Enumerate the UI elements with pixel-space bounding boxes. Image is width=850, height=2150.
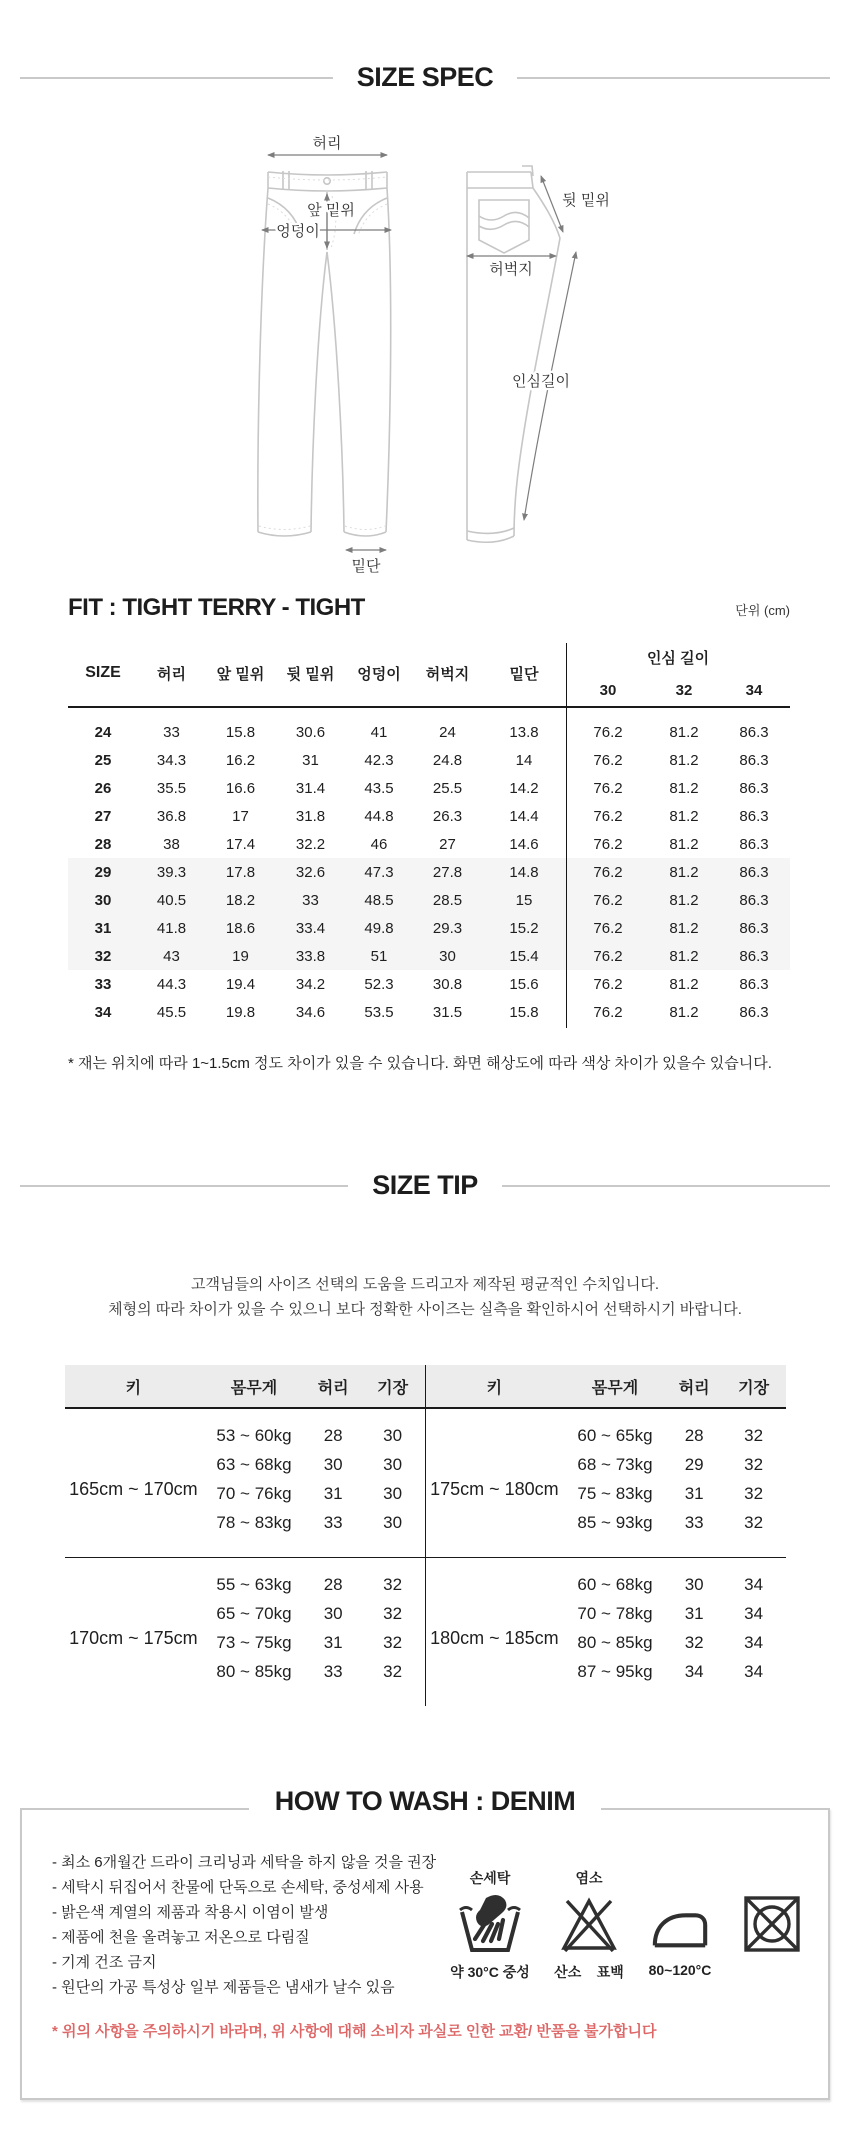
value-cell: 86.3 (739, 751, 769, 769)
tip-value-cell: 73 ~ 75kg (216, 1632, 292, 1652)
fit-heading-row (68, 594, 790, 622)
tip-value-cell: 32 (744, 1483, 764, 1503)
size-tip-section-title (20, 1170, 830, 1201)
value-cell: 76.2 (593, 975, 623, 993)
value-cell: 43.5 (364, 779, 394, 797)
value-cell: 76.2 (593, 807, 623, 825)
size-cell: 28 (94, 835, 112, 853)
wash-instruction: - 원단의 가공 특성상 일부 제품들은 냄새가 날수 있음 (52, 1979, 395, 1996)
tip-value-cell: 85 ~ 93kg (577, 1512, 653, 1532)
tip-value-cell: 28 (323, 1425, 343, 1445)
tip-value-cell: 33 (323, 1661, 343, 1681)
tip-row (426, 1408, 786, 1450)
pants-side-diagram (467, 166, 610, 542)
care-label-top (636, 1868, 724, 1892)
value-cell: 49.8 (364, 919, 394, 937)
tip-value-cell: 78 ~ 83kg (216, 1512, 292, 1532)
value-cell: 33 (163, 723, 180, 741)
care-label-bottom: 산소 표백 (554, 1964, 624, 1980)
wash-instruction: - 밝은색 계열의 제품과 착용시 이염이 발생 (52, 1904, 329, 1921)
diagram-label-back-rise: 뒷 밑위 (562, 192, 610, 209)
size-cell: 25 (94, 751, 112, 769)
tip-row (65, 1408, 425, 1450)
tip-value-cell: 70 ~ 78kg (577, 1603, 653, 1623)
value-cell: 33.4 (295, 919, 326, 937)
value-cell: 15.4 (509, 947, 539, 965)
tip-value-cell: 31 (684, 1603, 704, 1623)
tip-value-cell: 31 (323, 1483, 343, 1503)
value-cell: 81.2 (669, 723, 699, 741)
tip-row (426, 1558, 786, 1600)
value-cell: 14.4 (509, 807, 539, 825)
tip-value-cell: 70 ~ 76kg (216, 1483, 292, 1503)
value-cell: 81.2 (669, 863, 699, 881)
value-cell: 76.2 (593, 779, 623, 797)
value-cell: 29.3 (432, 919, 463, 937)
tip-height-group (426, 1408, 786, 1558)
wash-instruction: - 제품에 천을 올려놓고 저온으로 다림질 (52, 1929, 310, 1946)
wash-instruction: - 기계 건조 금지 (52, 1954, 157, 1971)
value-cell: 31.8 (295, 807, 326, 825)
value-cell: 15.2 (509, 919, 539, 937)
value-cell: 14.2 (509, 779, 539, 797)
value-cell: 81.2 (669, 751, 699, 769)
measurement-footnote: * 재는 위치에 따라 1~1.5cm 정도 차이가 있을 수 있습니다. 화면 해상도에 따라 색상 차이가 있을수 있습니다. (68, 1055, 772, 1072)
value-cell: 40.5 (156, 891, 187, 909)
value-cell: 42.3 (364, 751, 394, 769)
value-cell: 44.8 (364, 807, 394, 825)
tip-value-cell: 31 (684, 1483, 704, 1503)
value-cell: 30.8 (432, 975, 463, 993)
value-cell: 86.3 (739, 723, 769, 741)
tip-header-cell: 기장 (360, 1365, 425, 1408)
value-cell: 30 (439, 947, 456, 965)
value-cell: 76.2 (593, 1003, 623, 1021)
value-cell: 39.3 (156, 863, 187, 881)
wash-warning-text: * 위의 사항을 주의하시기 바라며, 위 사항에 대해 소비자 과실로 인한 교환/ 반품을 불가합니다 (52, 2023, 657, 2040)
size-spec-row (68, 942, 790, 970)
size-cell: 34 (94, 1003, 112, 1021)
tip-value-cell: 75 ~ 83kg (577, 1483, 653, 1503)
value-cell: 76.2 (593, 723, 623, 741)
value-cell: 81.2 (669, 835, 699, 853)
tip-value-cell: 30 (383, 1512, 403, 1532)
tip-value-cell: 80 ~ 85kg (577, 1632, 653, 1652)
value-cell: 15 (515, 891, 533, 909)
value-cell: 86.3 (739, 919, 769, 937)
value-cell: 17 (232, 807, 249, 825)
tip-value-cell: 33 (684, 1512, 704, 1532)
title-divider-line (20, 1185, 348, 1187)
diagram-label-waist: 허리 (312, 135, 342, 152)
pants-front-diagram (258, 134, 391, 575)
value-cell: 76.2 (593, 863, 623, 881)
tip-value-cell: 65 ~ 70kg (216, 1603, 292, 1623)
value-cell: 13.8 (509, 723, 539, 741)
header-cell-hip: 엉덩이 (345, 640, 413, 707)
value-cell: 86.3 (739, 1003, 769, 1021)
size-spec-row (68, 707, 790, 746)
tip-value-cell: 32 (383, 1661, 403, 1681)
care-symbol-no-bleach (542, 1868, 636, 1982)
size-spec-row (68, 858, 790, 886)
value-cell: 34.3 (156, 751, 187, 769)
size-tip-table-header (65, 1365, 425, 1408)
value-cell: 81.2 (669, 807, 699, 825)
value-cell: 53.5 (364, 1003, 394, 1021)
care-symbol-hand-wash (438, 1868, 542, 1982)
size-spec-table (68, 640, 790, 1026)
value-cell: 76.2 (593, 919, 623, 937)
value-cell: 34.6 (295, 1003, 326, 1021)
tip-value-cell: 30 (323, 1454, 343, 1474)
size-tip-table (65, 1365, 425, 1706)
value-cell: 31 (302, 751, 319, 769)
size-cell: 27 (94, 807, 112, 825)
diagram-label-front-rise: 앞 밑위 (307, 202, 355, 219)
tip-value-cell: 32 (383, 1603, 403, 1623)
tip-value-cell: 53 ~ 60kg (216, 1425, 292, 1445)
height-range-cell: 165cm ~ 170cm (69, 1478, 198, 1499)
tip-value-cell: 32 (744, 1512, 764, 1532)
size-tip-intro-line: 체형의 따라 차이가 있을 수 있으니 보다 정확한 사이즈는 실측을 확인하시어 선택하시기 바랍니다. (108, 1301, 742, 1318)
value-cell: 51 (370, 947, 388, 965)
value-cell: 48.5 (364, 891, 394, 909)
tip-value-cell: 33 (323, 1512, 343, 1532)
height-range-cell: 180cm ~ 185cm (430, 1627, 559, 1648)
size-spec-row (68, 914, 790, 942)
value-cell: 24 (439, 723, 456, 741)
tip-value-cell: 68 ~ 73kg (577, 1454, 653, 1474)
size-spec-row (68, 970, 790, 998)
header-cell-inseam-32: 32 (650, 674, 718, 707)
tip-value-cell: 34 (744, 1661, 764, 1681)
value-cell: 38 (163, 835, 180, 853)
care-label-bottom: 약 30°C 중성 (450, 1964, 530, 1980)
value-cell: 86.3 (739, 779, 769, 797)
height-range-cell: 170cm ~ 175cm (69, 1627, 198, 1648)
tip-value-cell: 34 (744, 1603, 764, 1623)
iron-icon (636, 1892, 724, 1954)
size-spec-row (68, 998, 790, 1026)
title-divider-line (502, 1185, 830, 1187)
size-spec-table-body (68, 707, 790, 1026)
tip-value-cell: 28 (323, 1574, 343, 1594)
header-cell-inseam-group: 인심 길이 (646, 649, 710, 667)
value-cell: 43 (163, 947, 180, 965)
care-symbol-row (438, 1868, 820, 1982)
value-cell: 14.8 (509, 863, 539, 881)
value-cell: 41.8 (156, 919, 187, 937)
care-label-top (724, 1868, 820, 1892)
size-cell: 30 (94, 891, 112, 909)
header-cell-front-rise: 앞 밑위 (205, 640, 276, 707)
value-cell: 76.2 (593, 891, 623, 909)
tip-value-cell: 55 ~ 63kg (216, 1574, 292, 1594)
unit-label: 단위 (cm) (735, 603, 790, 618)
size-spec-row (68, 886, 790, 914)
care-symbol-no-dry-clean (724, 1868, 820, 1982)
size-tip-tables (65, 1365, 786, 1706)
size-tip-intro (0, 1272, 850, 1322)
size-cell: 29 (94, 863, 112, 881)
size-spec-table-header (68, 640, 790, 707)
value-cell: 15.8 (509, 1003, 539, 1021)
value-cell: 19.8 (225, 1003, 256, 1021)
value-cell: 76.2 (593, 751, 623, 769)
value-cell: 81.2 (669, 975, 699, 993)
value-cell: 81.2 (669, 947, 699, 965)
diagram-label-hip: 엉덩이 (276, 223, 320, 240)
size-cell: 33 (94, 975, 112, 993)
size-spec-row (68, 746, 790, 774)
value-cell: 19.4 (225, 975, 256, 993)
tip-value-cell: 32 (383, 1632, 403, 1652)
tip-value-cell: 30 (383, 1454, 403, 1474)
wash-instruction-list (52, 1850, 436, 2000)
header-cell-inseam-34: 34 (718, 674, 790, 707)
value-cell: 86.3 (739, 807, 769, 825)
value-cell: 35.5 (156, 779, 187, 797)
value-cell: 15.6 (509, 975, 539, 993)
value-cell: 24.8 (432, 751, 463, 769)
tip-height-group (65, 1558, 425, 1707)
wash-section-title (0, 1786, 850, 1817)
pants-measurement-diagram (0, 0, 850, 585)
value-cell: 81.2 (669, 919, 699, 937)
value-cell: 81.2 (669, 779, 699, 797)
size-spec-table-wrap (68, 640, 790, 1026)
size-cell: 24 (94, 723, 112, 741)
value-cell: 18.6 (225, 919, 256, 937)
tip-value-cell: 80 ~ 85kg (216, 1661, 292, 1681)
value-cell: 86.3 (739, 891, 769, 909)
diagram-label-thigh: 허벅지 (489, 261, 533, 278)
tip-value-cell: 32 (383, 1574, 403, 1594)
value-cell: 33 (302, 891, 319, 909)
section-title-text: SIZE SPEC (356, 62, 494, 92)
value-cell: 81.2 (669, 1003, 699, 1021)
header-cell-hem: 밑단 (482, 640, 566, 707)
value-cell: 86.3 (739, 835, 769, 853)
value-cell: 46 (370, 835, 388, 853)
tip-header-cell: 기장 (721, 1365, 786, 1408)
tip-row (65, 1558, 425, 1600)
diagram-label-inseam: 인심길이 (512, 373, 570, 390)
value-cell: 41 (370, 723, 388, 741)
value-cell: 31.4 (295, 779, 326, 797)
tip-header-cell: 허리 (667, 1365, 721, 1408)
tip-value-cell: 30 (383, 1483, 403, 1503)
tip-value-cell: 28 (684, 1425, 704, 1445)
value-cell: 44.3 (156, 975, 187, 993)
tip-value-cell: 30 (383, 1425, 403, 1445)
value-cell: 86.3 (739, 863, 769, 881)
tip-value-cell: 32 (744, 1425, 764, 1445)
tip-value-cell: 60 ~ 65kg (577, 1425, 653, 1445)
value-cell: 30.6 (295, 723, 326, 741)
header-cell-size: SIZE (68, 640, 138, 707)
size-tip-intro-line: 고객님들의 사이즈 선택의 도움을 드리고자 제작된 평균적인 수치입니다. (190, 1276, 660, 1293)
value-cell: 32.6 (295, 863, 326, 881)
value-cell: 33.8 (295, 947, 326, 965)
tip-value-cell: 34 (744, 1632, 764, 1652)
care-symbol-iron (636, 1868, 724, 1982)
size-cell: 26 (94, 779, 112, 797)
value-cell: 16.6 (225, 779, 256, 797)
value-cell: 17.4 (225, 835, 256, 853)
tip-value-cell: 63 ~ 68kg (216, 1454, 292, 1474)
section-title-text: HOW TO WASH : DENIM (249, 1786, 602, 1817)
tip-header-cell: 키 (426, 1365, 563, 1408)
hand-wash-icon (438, 1892, 542, 1954)
value-cell: 17.8 (225, 863, 256, 881)
section-title-text: SIZE TIP (372, 1170, 478, 1200)
value-cell: 14 (515, 751, 533, 769)
tip-header-cell: 허리 (306, 1365, 360, 1408)
tip-value-cell: 30 (323, 1603, 343, 1623)
value-cell: 28.5 (432, 891, 463, 909)
value-cell: 27 (439, 835, 456, 853)
value-cell: 16.2 (225, 751, 256, 769)
tip-header-cell: 몸무게 (563, 1365, 667, 1408)
size-spec-row (68, 830, 790, 858)
size-spec-row (68, 774, 790, 802)
header-cell-back-rise: 뒷 밑위 (276, 640, 345, 707)
fit-title: FIT : TIGHT TERRY - TIGHT (68, 594, 365, 621)
value-cell: 14.6 (509, 835, 539, 853)
tip-value-cell: 34 (684, 1661, 704, 1681)
value-cell: 18.2 (225, 891, 256, 909)
diagram-label-hem: 밑단 (351, 558, 381, 575)
value-cell: 36.8 (156, 807, 187, 825)
tip-height-group (65, 1408, 425, 1558)
value-cell: 47.3 (364, 863, 394, 881)
size-tip-table-header (426, 1365, 786, 1408)
value-cell: 76.2 (593, 947, 623, 965)
tip-value-cell: 87 ~ 95kg (577, 1661, 653, 1681)
no-bleach-icon (542, 1892, 636, 1954)
value-cell: 86.3 (739, 975, 769, 993)
value-cell: 32.2 (295, 835, 326, 853)
header-cell-waist: 허리 (138, 640, 205, 707)
tip-value-cell: 32 (684, 1632, 704, 1652)
header-cell-inseam-30: 30 (566, 674, 650, 707)
value-cell: 81.2 (669, 891, 699, 909)
value-cell: 52.3 (364, 975, 394, 993)
tip-value-cell: 60 ~ 68kg (577, 1574, 653, 1594)
care-label-top: 염소 (575, 1870, 603, 1886)
tip-height-group (426, 1558, 786, 1707)
care-label-top: 손세탁 (469, 1870, 511, 1886)
tip-header-cell: 키 (65, 1365, 202, 1408)
size-cell: 31 (94, 919, 112, 937)
size-cell: 32 (94, 947, 112, 965)
inseam-divider-line (566, 643, 567, 1028)
tip-value-cell: 30 (684, 1574, 704, 1594)
no-dry-clean-icon (724, 1892, 820, 1954)
value-cell: 31.5 (432, 1003, 463, 1021)
value-cell: 86.3 (739, 947, 769, 965)
wash-instruction: - 세탁시 뒤집어서 찬물에 단독으로 손세탁, 중성세제 사용 (52, 1879, 424, 1896)
wash-instruction: - 최소 6개월간 드라이 크리닝과 세탁을 하지 않을 것을 권장 (52, 1854, 437, 1871)
height-range-cell: 175cm ~ 180cm (430, 1478, 559, 1499)
tip-header-cell: 몸무게 (202, 1365, 306, 1408)
care-label-bottom: 80~120°C (648, 1962, 712, 1978)
value-cell: 34.2 (295, 975, 326, 993)
size-tip-table (426, 1365, 786, 1706)
value-cell: 26.3 (432, 807, 463, 825)
value-cell: 19 (232, 947, 249, 965)
value-cell: 27.8 (432, 863, 463, 881)
tip-value-cell: 34 (744, 1574, 764, 1594)
value-cell: 15.8 (225, 723, 256, 741)
tip-value-cell: 32 (744, 1454, 764, 1474)
value-cell: 76.2 (593, 835, 623, 853)
size-spec-row (68, 802, 790, 830)
value-cell: 45.5 (156, 1003, 187, 1021)
header-cell-thigh: 허벅지 (413, 640, 482, 707)
tip-value-cell: 29 (684, 1454, 704, 1474)
tip-value-cell: 31 (323, 1632, 343, 1652)
value-cell: 25.5 (432, 779, 463, 797)
